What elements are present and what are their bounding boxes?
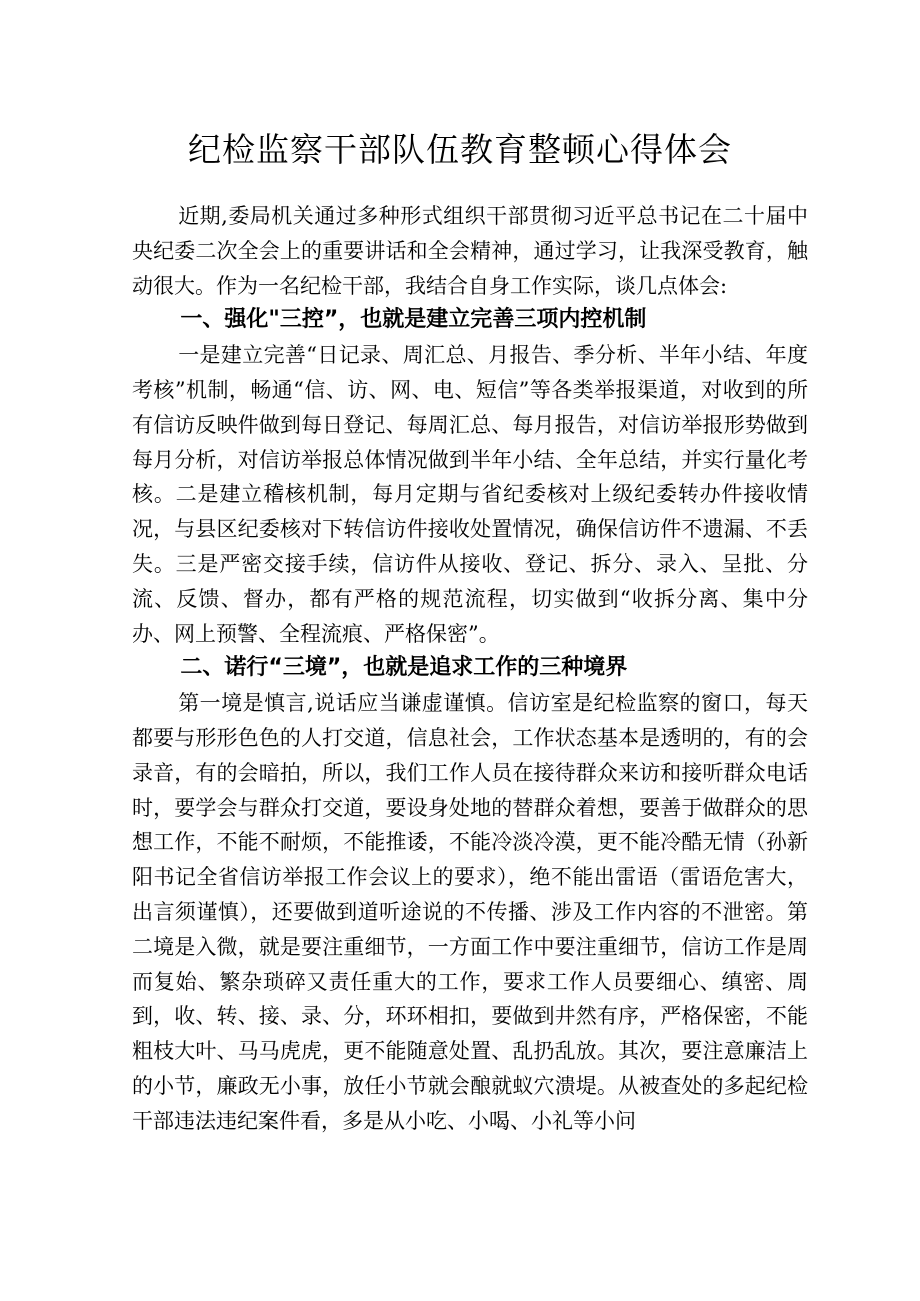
- section1-heading: 一、强化"三控”，也就是建立完善三项内控机制: [180, 307, 647, 333]
- document-body: [132, 199, 808, 1139]
- section2-heading: 二、诺行“三境”，也就是追求工作的三种境界: [180, 655, 628, 681]
- document-title: 纪检监察干部队伍教育整顿心得体会: [188, 130, 732, 169]
- section2-paragraph: 第一境是慎言,说话应当谦虚谨慎。信访室是纪检监察的窗口，每天都要与形形色色的人打交道，信息社会，工作状态基本是透明的，有的会录音，有的会暗拍，所以，我们工作人员在接待群众来访和接听群众电话时，要学会与群众打交道，要设身处地的替群众着想，要善于做群众的思想工作，不能不耐烦，不能推诿，不能冷淡冷漠，更不能冷酷无情（孙新阳书记全省信访举报工作会议上的要求），绝不能出雷语（雷语危害大，出言须谨慎），还要做到道听途说的不传播、涉及工作内容的不泄密。第二境是入微，就是要注重细节，一方面工作中要注重细节，信访工作是周而复始、繁杂琐碎又责任重大的工作，要求工作人员要细心、缜密、周到，收、转、接、录、分，环环相扣，要做到井然有序，严格保密，不能粗枝大叶、马马虎虎，更不能随意处置、乱扔乱放。其次，要注意廉洁上的小节，廉政无小事，放任小节就会酿就蚁穴溃堤。从被查处的多起纪检干部违法违纪案件看，多是从小吃、小喝、小礼等小问: [132, 691, 808, 1133]
- intro-paragraph: 近期,委局机关通过多种形式组织干部贯彻习近平总书记在二十届中央纪委二次全会上的重要讲话和全会精神，通过学习，让我深受教育，触动很大。作为一名纪检干部，我结合自身工作实际，谈几点体会:: [132, 204, 808, 298]
- section1-paragraph: 一是建立完善“日记录、周汇总、月报告、季分析、半年小结、年度考核”机制，畅通“信、访、网、电、短信”等各类举报渠道，对收到的所有信访反映件做到每日登记、每周汇总、每月报告，对信访举报形势做到每月分析，对信访举报总体情况做到半年小结、全年总结，并实行量化考核。二是建立稽核机制，每月定期与省纪委核对上级纪委转办件接收情况，与县区纪委核对下转信访件接收处置情况，确保信访件不遗漏、不丢失。三是严密交接手续，信访件从接收、登记、拆分、录入、呈批、分流、反馈、督办，都有严格的规范流程，切实做到“收拆分离、集中分办、网上预警、全程流痕、严格保密”。: [132, 343, 808, 646]
